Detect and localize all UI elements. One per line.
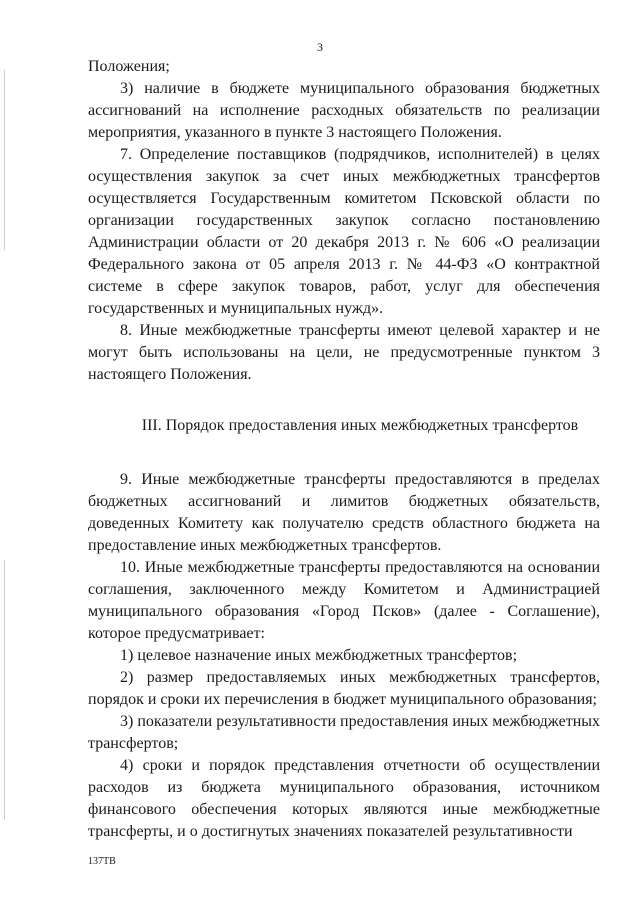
paragraph-continuation: Положения; — [88, 58, 170, 75]
list-item-4: 4) сроки и порядок представления отчетности об осуществлении расходов из бюджета муниципального образования, источником финансового обеспечения которых являются иные межбюджетные трансферты, и о достигнутых значениях показателей результативности — [88, 757, 600, 840]
paragraph-10: 10. Иные межбюджетные трансферты предоставляются на основании соглашения, заключенного между Комитетом и Администрацией муниципального образования «Город Псков» (далее - Соглашение), которое предусматривает: — [88, 559, 600, 642]
section-title: III. Порядок предоставления иных межбюджетных трансфертов — [141, 417, 579, 434]
paragraph-8: 8. Иные межбюджетные трансферты имеют целевой характер и не могут быть использованы на цели, не предусмотренные пунктом 3 настоящего Положения. — [88, 322, 600, 383]
list-item-3: 3) показатели результативности предоставления иных межбюджетных трансфертов; — [88, 713, 600, 752]
page-number: 3 — [317, 40, 323, 54]
scan-edge-mark — [4, 70, 5, 250]
footer-code: 137ТВ — [88, 856, 116, 867]
scan-edge-mark — [4, 560, 5, 820]
paragraph-7: 7. Определение поставщиков (подрядчиков, исполнителей) в целях осуществления закупок за счет иных межбюджетных трансфертов осуществляется Государственным комитетом Псковской области по организации государственных закупок согласно постановлению Администрации области от 20 декабря 2013 г. № 606 «О реализации Федерального закона от 05 апреля 2013 г. № 44-ФЗ «О контрактной системе в сфере закупок товаров, работ, услуг для обеспечения государственных и муниципальных нужд». — [88, 146, 600, 317]
paragraph-item-3: 3) наличие в бюджете муниципального образования бюджетных ассигнований на исполнение расходных обязательств по реализации мероприятия, указанного в пункте 3 настоящего Положения. — [88, 80, 600, 141]
list-item-2: 2) размер предоставляемых иных межбюджетных трансфертов, порядок и сроки их перечисления в бюджет муниципального образования; — [88, 669, 600, 708]
document-body — [88, 56, 600, 843]
paragraph-9: 9. Иные межбюджетные трансферты предоставляются в пределах бюджетных ассигнований и лимитов бюджетных обязательств, доведенных Комитету как получателю средств областного бюджета на предоставление иных межбюджетных трансфертов. — [88, 471, 600, 554]
list-item-1: 1) целевое назначение иных межбюджетных трансфертов; — [120, 647, 518, 664]
